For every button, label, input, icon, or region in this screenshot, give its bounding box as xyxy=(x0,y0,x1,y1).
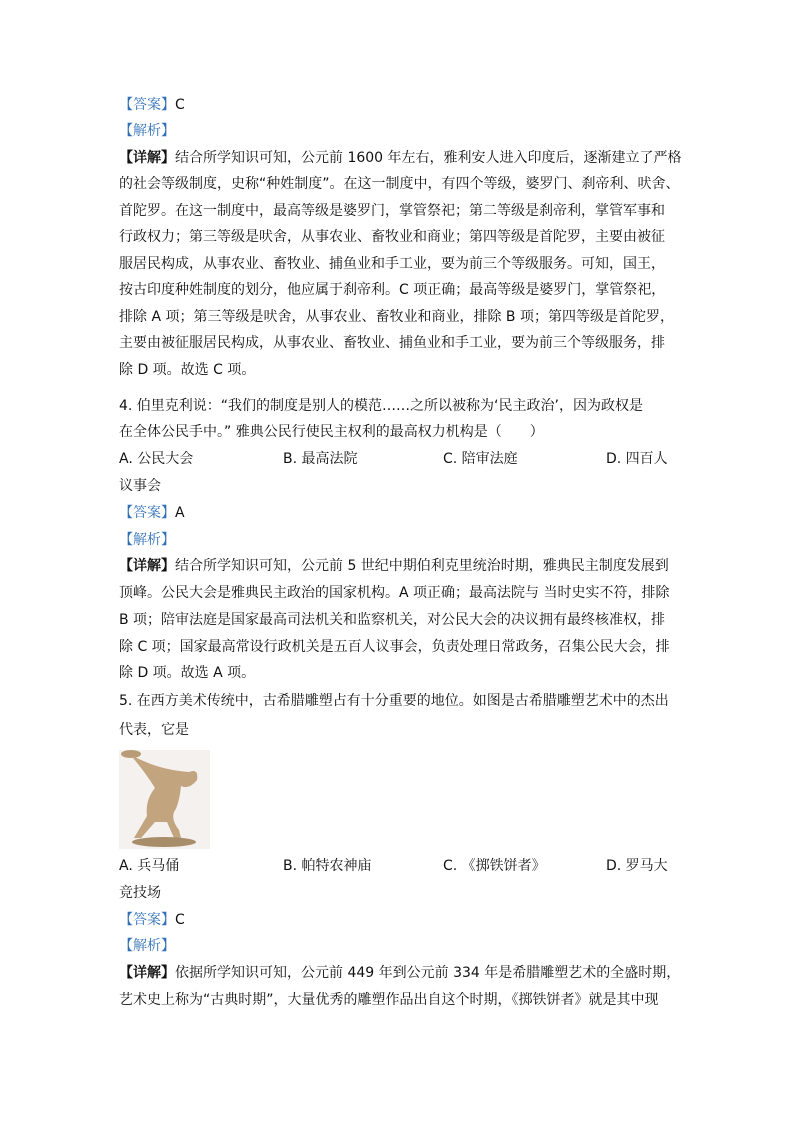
detail-line xyxy=(119,964,680,982)
answer-value: C xyxy=(175,97,185,113)
option-c: C. 《掷铁饼者》 xyxy=(443,858,546,874)
option-a: A. 公民大会 xyxy=(119,451,194,467)
detail-line: 服居民构成，从事农业、畜牧业、捕鱼业和手工业，要为前三个等级服务。可知，国王， xyxy=(119,256,665,272)
answer-label: 【答案】 xyxy=(119,505,175,521)
detail-line: 顶峰。公民大会是雅典民主政治的国家机构。A 项正确；最高法院与 当时史实不符，排除 xyxy=(119,585,670,601)
detail-line: 首陀罗。在这一制度中，最高等级是婆罗门，掌管祭祀；第二等级是刹帝利，掌管军事和 xyxy=(119,203,665,219)
option-d: D. 罗马大 xyxy=(606,858,668,874)
option-c: C. 陪审法庭 xyxy=(443,451,518,467)
detail-line: 主要由被征服居民构成，从事农业、畜牧业、捕鱼业和手工业，要为前三个等级服务，排 xyxy=(119,335,665,351)
answer-line xyxy=(119,504,185,522)
option-d: D. 四百人 xyxy=(606,451,668,467)
option-b: B. 最高法院 xyxy=(283,451,358,467)
detail-line: 艺术史上称为“古典时期”，大量优秀的雕塑作品出自这个时期，《掷铁饼者》就是其中现 xyxy=(119,992,659,1008)
detail-line: B 项；陪审法庭是国家最高司法机关和监察机关，对公民大会的决议拥有最终核准权，排 xyxy=(119,612,666,628)
question-4-stem: 4. 伯里克利说：“我们的制度是别人的模范……之所以被称为‘民主政治’，因为政权是 xyxy=(119,398,643,414)
answer-line xyxy=(119,96,185,114)
detail-line: 除 D 项。故选 A 项。 xyxy=(119,665,256,681)
detail-line: 的社会等级制度，史称“种姓制度”。在这一制度中，有四个等级，婆罗门、刹帝利、吠舍、 xyxy=(119,176,680,192)
question-5-stem: 代表，它是 xyxy=(119,722,189,738)
option-d-wrap: 议事会 xyxy=(119,478,161,494)
option-d-wrap: 竞技场 xyxy=(119,885,161,901)
detail-line: 除 D 项。故选 C 项。 xyxy=(119,362,256,378)
detail-label: 【详解】 xyxy=(119,965,175,981)
answer-label: 【答案】 xyxy=(119,912,175,928)
option-a: A. 兵马俑 xyxy=(119,858,180,874)
answer-line xyxy=(119,911,185,929)
question-5-stem: 5. 在西方美术传统中，古希腊雕塑占有十分重要的地位。如图是古希腊雕塑艺术中的杰出 xyxy=(119,693,669,709)
detail-line xyxy=(119,557,669,575)
analysis-label: 【解析】 xyxy=(119,532,175,548)
answer-value: C xyxy=(175,912,185,928)
detail-label: 【详解】 xyxy=(119,150,175,166)
answer-value: A xyxy=(175,505,185,521)
discobolus-statue-image xyxy=(119,750,210,849)
question-4-stem: 在全体公民手中。” 雅典公民行使民主权利的最高权力机构是（ ） xyxy=(119,424,544,440)
option-b: B. 帕特农神庙 xyxy=(283,858,372,874)
detail-text: 依据所学知识可知，公元前 449 年到公元前 334 年是希腊雕塑艺术的全盛时期， xyxy=(175,965,681,981)
detail-label: 【详解】 xyxy=(119,558,175,574)
detail-line: 排除 A 项；第三等级是吠舍，从事农业、畜牧业和商业，排除 B 项；第四等级是首陀罗， xyxy=(119,309,674,325)
analysis-label: 【解析】 xyxy=(119,938,175,954)
analysis-label: 【解析】 xyxy=(119,123,175,139)
answer-label: 【答案】 xyxy=(119,97,175,113)
detail-line xyxy=(119,149,682,167)
detail-line: 除 C 项；国家最高常设行政机关是五百人议事会，负责处理日常政务，召集公民大会，排 xyxy=(119,639,670,655)
detail-line: 行政权力；第三等级是吠舍，从事农业、畜牧业和商业；第四等级是首陀罗，主要由被征 xyxy=(119,229,665,245)
detail-text: 结合所学知识可知，公元前 1600 年左右，雅利安人进入印度后，逐渐建立了严格 xyxy=(175,150,682,166)
detail-line: 按古印度种姓制度的划分，他应属于刹帝利。C 项正确；最高等级是婆罗门，掌管祭祀， xyxy=(119,282,666,298)
detail-text: 结合所学知识可知，公元前 5 世纪中期伯利克里统治时期，雅典民主制度发展到 xyxy=(175,558,669,574)
